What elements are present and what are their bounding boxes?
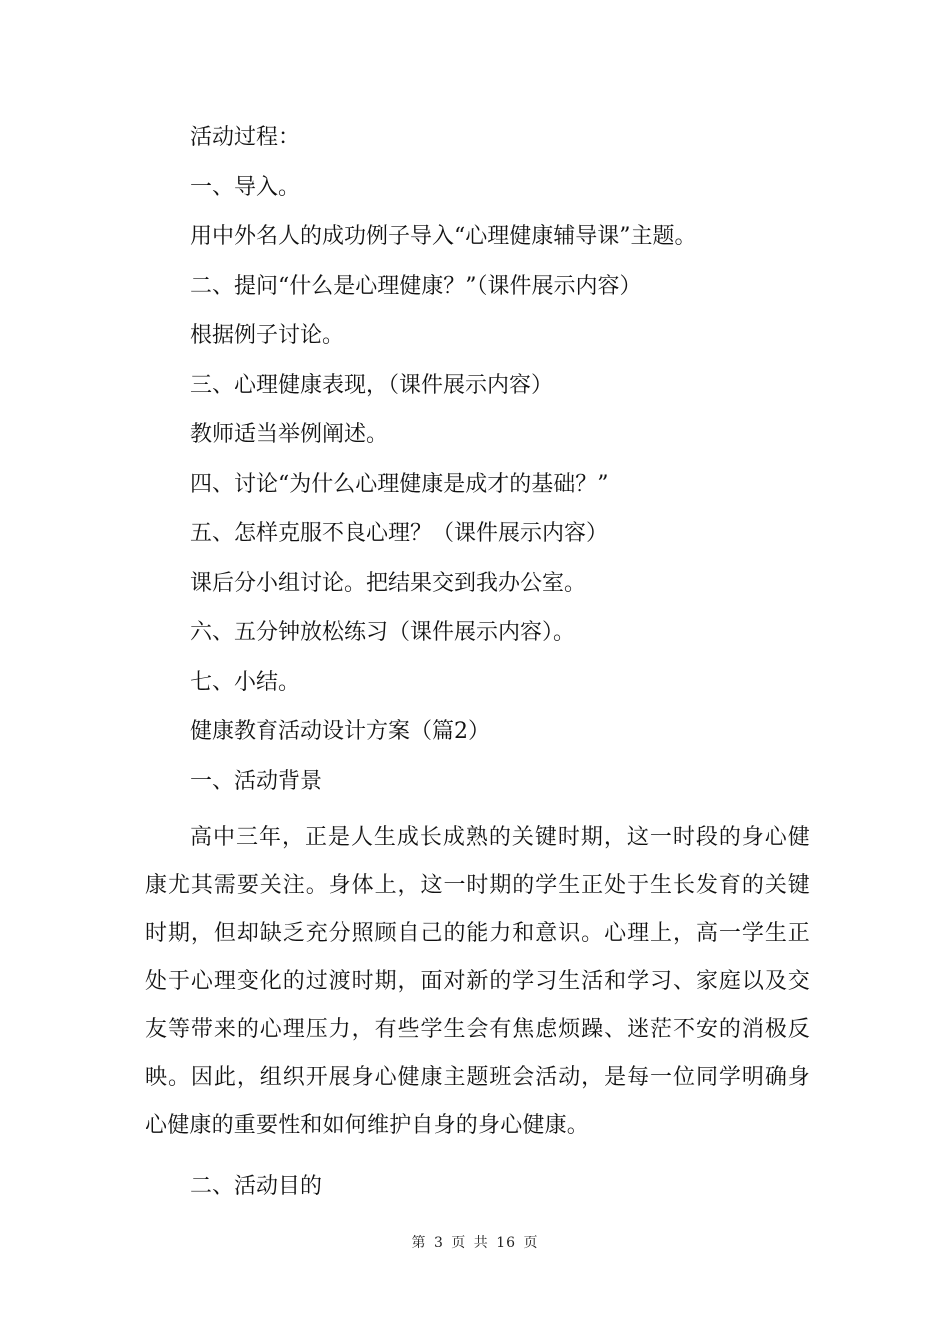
step-1-text: 用中外名人的成功例子导入“心理健康辅导课”主题。 <box>190 224 697 249</box>
step-3-text: 教师适当举例阐述。 <box>190 422 389 447</box>
document-body <box>145 113 810 1212</box>
step-3-heading: 三、心理健康表现，（课件展示内容） <box>190 372 554 398</box>
goal-heading: 二、活动目的 <box>190 1174 323 1199</box>
step-5-heading: 五、怎样克服不良心理？（课件展示内容） <box>190 521 609 546</box>
process-heading: 活动过程： <box>190 125 301 150</box>
step-7-heading: 七、小结。 <box>190 669 301 695</box>
step-2-heading: 二、提问“什么是心理健康？”（课件展示内容） <box>190 273 642 299</box>
background-paragraph: 高中三年，正是人生成长成熟的关键时期，这一时段的身心健康尤其需要关注。身体上，这一时期的学生正处于生长发育的关键时期，但却缺乏充分照顾自己的能力和意识。心理上，高一学生正处于心理变化的过渡时期，面对新的学习生活和学习、家庭以及交友等带来的心理压力，有些学生会有焦虑烦躁、迷茫不安的消极反映。因此，组织开展身心健康主题班会活动，是每一位同学明确身心健康的重要性和如何维护自身的身心健康。 <box>145 825 810 1138</box>
section-title: 健康教育活动设计方案（篇2） <box>190 719 490 744</box>
step-4-heading: 四、讨论“为什么心理健康是成才的基础？” <box>190 471 609 497</box>
page-footer: 第 3 页 共 16 页 <box>411 1235 539 1251</box>
step-6-heading: 六、五分钟放松练习（课件展示内容）。 <box>190 620 576 645</box>
step-2-text: 根据例子讨论。 <box>190 323 345 348</box>
background-heading: 一、活动背景 <box>190 768 323 794</box>
step-1-heading: 一、导入。 <box>190 174 301 200</box>
step-5-text: 课后分小组讨论。把结果交到我办公室。 <box>190 570 587 596</box>
